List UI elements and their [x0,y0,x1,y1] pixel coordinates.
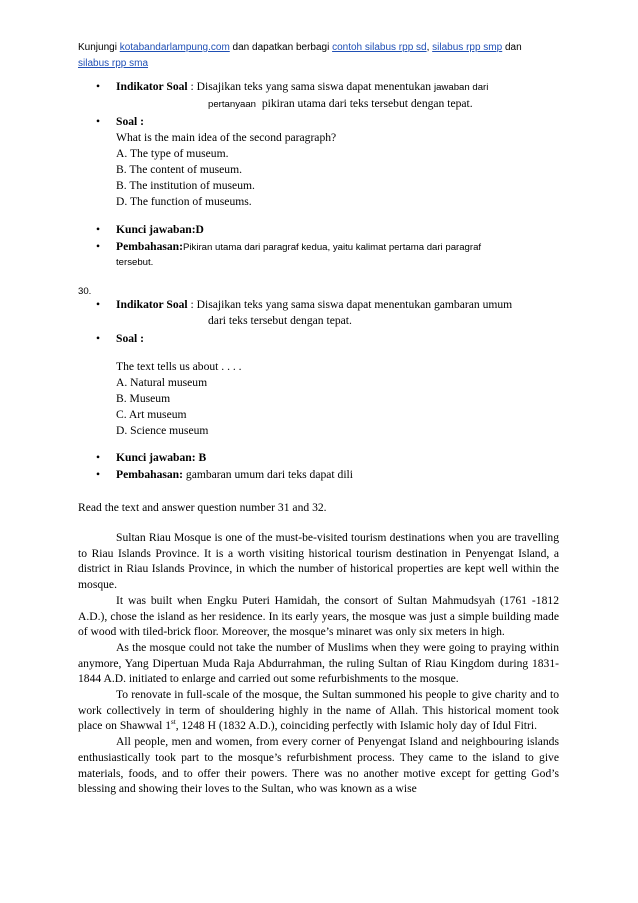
bullet-icon: • [96,80,101,93]
q30-pembahasan-text: gambaran umum dari teks dapat dili [183,468,353,481]
q30-indikator [116,297,512,312]
passage-paragraph-5: All people, men and women, from every corner of Penyengat Island and neighbouring islands enthusiastically took part to the mosque’s refurbishment process. They came to the island to give materials, foods, and to offer their powers. There was no another motive except for getting God’s blessing and showing their loves to the Sultan, who was known as a wise [78,735,559,796]
q29-indikator-text2a: pertanyaan [208,99,257,110]
q29-pembahasan-label: Pembahasan: [116,240,183,253]
q29-option-c: B. The institution of museum. [116,179,255,192]
q29-pembahasan-cont: tersebut. [116,257,154,268]
passage-p4-sup: st [171,718,176,727]
q29-soal-label: Soal : [116,115,145,128]
q29-option-b: B. The content of museum. [116,163,243,176]
q29-indikator-label: Indikator Soal [116,80,188,93]
bullet-icon: • [96,115,101,128]
q30-indikator-text: Disajikan teks yang sama siswa dapat menentukan gambaran umum [196,298,513,311]
q30-pembahasan [116,467,353,482]
bullet-icon: • [96,240,101,253]
link-kotabandarlampung[interactable]: kotabandarlampung.com [119,42,230,53]
q30-indikator-colon: : [187,298,197,311]
header-and: dan [502,42,522,53]
q29-option-a: A. The type of museum. [116,147,229,160]
header-promo [78,40,578,72]
q30-question: The text tells us about . . . . [116,360,242,373]
q29-indikator-colon: : [187,80,197,93]
q29-question: What is the main idea of the second paragraph? [116,131,337,144]
q30-indikator-label: Indikator Soal [116,298,188,311]
header-mid: dan dapatkan berbagi [229,42,333,53]
bullet-icon: • [96,223,101,236]
q29-pembahasan-text: Pikiran utama dari paragraf kedua, yaitu kalimat pertama dari paragraf [183,242,482,253]
header-sep: , [426,42,433,53]
passage-paragraph-4 [78,687,559,734]
bullet-icon: • [96,451,101,464]
passage-p4-part1: To renovate in full-scale of the mosque, the Sultan summoned his people to give charity and to work collectively in term of shouldering highly in the name of Allah. This historical moment took place on Shawwal 1 [78,688,559,733]
header-prefix: Kunjungi [78,42,120,53]
bullet-icon: • [96,332,101,345]
passage-p4-part2: , 1248 H (1832 A.D.), coinciding perfectly with Islamic holy day of Idul Fitri. [175,719,537,733]
q29-indikator-text: Disajikan teks yang sama siswa dapat menentukan [196,80,434,93]
link-silabus-sma[interactable]: silabus rpp sma [78,58,149,69]
q30-option-b: B. Museum [116,392,171,405]
passage-paragraph-2: It was built when Engku Puteri Hamidah, the consort of Sultan Mahmudsyah (1761 -1812 A.D.), chose the island as her residence. In its early years, the mosque was just a simple building made of wood with tiled-brick floor. Moreover, the mosque’s minaret was only six meters in high. [78,593,559,639]
reading-instruction: Read the text and answer question number 31 and 32. [78,501,327,514]
q30-option-d: D. Science museum [116,424,209,437]
q30-option-c: C. Art museum [116,408,187,421]
q30-kunci: Kunci jawaban: B [116,451,207,464]
reading-passage [78,530,559,797]
passage-paragraph-3: As the mosque could not take the number of Muslims when they were going to praying within anymore, Yang Dipertuan Muda Raja Abdurrahman, the ruling Sultan of Riau Kingdom during 1831-1844 A.D. initiated to enlarge and carried out some refurbishments to the mosque. [78,640,559,686]
bullet-icon: • [96,298,101,311]
q30-indikator-cont: dari teks tersebut dengan tepat. [208,314,352,327]
q29-indikator-text2b: pikiran utama dari teks tersebut dengan tepat. [261,97,473,110]
q30-number: 30. [78,286,92,297]
link-silabus-sd[interactable]: contoh silabus rpp sd [332,42,427,53]
q30-soal-label: Soal : [116,332,145,345]
q29-option-d: D. The function of museums. [116,195,252,208]
q29-kunci: Kunci jawaban:D [116,223,204,236]
q30-pembahasan-label: Pembahasan: [116,468,183,481]
q29-indikator-cont [208,96,473,112]
bullet-icon: • [96,468,101,481]
passage-paragraph-1: Sultan Riau Mosque is one of the must-be-visited tourism destinations when you are travelling to Riau Islands Province. It is a worth visiting historical tourism destination in Penyengat Island, a district in Riau Islands Province, in which the number of historical properties are kept well within the mosque. [78,531,559,592]
q29-pembahasan [116,239,481,255]
link-silabus-smp[interactable]: silabus rpp smp [432,42,503,53]
q29-indikator [116,79,488,95]
q29-indikator-text-small: jawaban dari [433,82,489,93]
q30-option-a: A. Natural museum [116,376,208,389]
